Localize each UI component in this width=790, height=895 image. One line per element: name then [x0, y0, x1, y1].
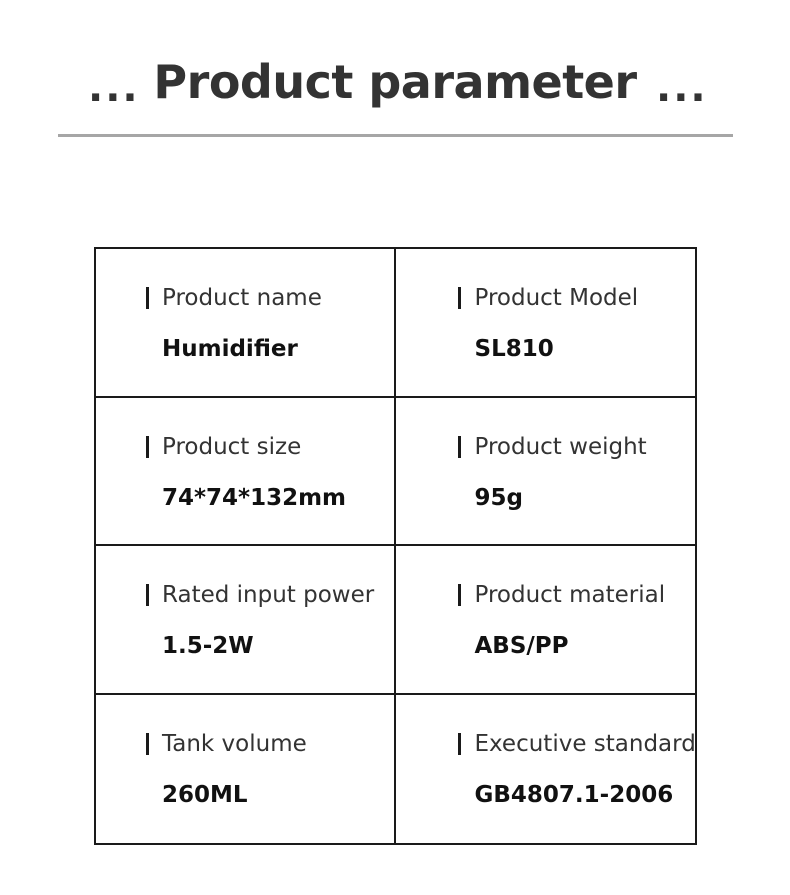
left-ellipsis: ...: [88, 65, 140, 111]
param-value: 1.5-2W: [162, 633, 254, 659]
param-value: ABS/PP: [474, 633, 569, 659]
label-bar-icon: [146, 436, 149, 458]
param-label: Executive standard: [474, 730, 696, 757]
param-value: 95g: [474, 484, 523, 511]
param-label: Product weight: [474, 433, 647, 460]
param-value: 74*74*132mm: [162, 484, 347, 511]
param-cell-product-material: [396, 546, 696, 695]
param-cell-rated-input-power: [96, 546, 396, 695]
param-label: Tank volume: [162, 730, 307, 757]
page-title: Product parameter: [153, 55, 637, 109]
label-bar-icon: [146, 287, 149, 309]
param-cell-product-size: [96, 398, 396, 547]
label-bar-icon: [458, 584, 461, 606]
label-bar-icon: [146, 584, 149, 606]
param-label: Product material: [474, 582, 666, 608]
param-label: Product Model: [474, 285, 639, 311]
label-bar-icon: [458, 287, 461, 309]
label-bar-icon: [458, 733, 461, 755]
parameter-table: [94, 247, 697, 845]
param-cell-executive-standard: [396, 695, 696, 844]
param-label: Rated input power: [162, 582, 375, 608]
param-cell-product-weight: [396, 398, 696, 547]
label-bar-icon: [146, 733, 149, 755]
param-value: Humidifier: [162, 336, 298, 362]
param-value: 260ML: [162, 781, 248, 808]
page-header: [0, 0, 790, 140]
right-ellipsis: ...: [656, 65, 708, 111]
param-cell-product-model: [396, 249, 696, 398]
param-label: Product size: [162, 433, 302, 460]
title-divider: [58, 134, 733, 137]
label-bar-icon: [458, 436, 461, 458]
param-cell-product-name: [96, 249, 396, 398]
param-value: SL810: [474, 336, 554, 362]
param-cell-tank-volume: [96, 695, 396, 844]
param-label: Product name: [162, 285, 322, 311]
param-value: GB4807.1-2006: [474, 781, 674, 808]
